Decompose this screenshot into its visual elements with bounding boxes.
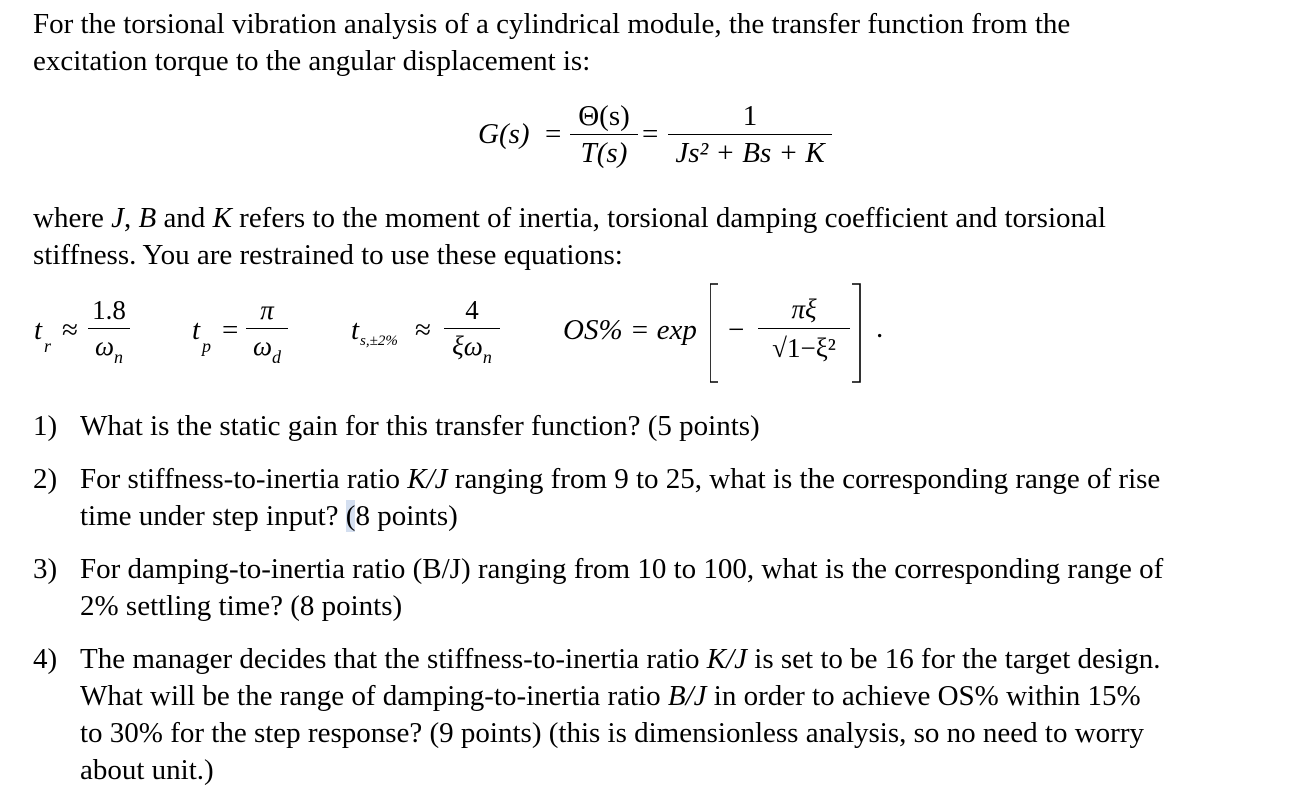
os-minus: − — [728, 314, 745, 346]
intro-paragraph — [33, 6, 1293, 80]
question-1-text: What is the static gain for this transfer function? (5 points) — [80, 410, 760, 442]
var-B: B — [138, 202, 157, 234]
os-num: πξ — [791, 294, 817, 324]
text-selection-cursor[interactable]: ( — [345, 500, 356, 532]
ts-sub: s,±2% — [360, 333, 398, 349]
where-line-2: stiffness. You are restrained to use these equations: — [33, 239, 623, 271]
os-fraction — [758, 290, 850, 367]
question-4-line-3: to 30% for the step response? (9 points) (this is dimensionless analysis, so no need to worry — [80, 717, 1144, 749]
ts-den-xiomega: ξω — [452, 331, 483, 361]
question-4-number: 4) — [33, 643, 58, 675]
q4-bj: B/J — [667, 680, 707, 712]
ts-num: 4 — [465, 295, 479, 325]
tf-equals-2: = — [642, 118, 659, 150]
tf-fraction-2 — [668, 98, 832, 171]
question-3-number: 3) — [33, 553, 58, 585]
tp-var: t — [192, 314, 201, 346]
tr-den-omega: ω — [94, 331, 115, 361]
tp-num: π — [260, 295, 274, 325]
where-line-1: where J, B and K refers to the moment of inertia, torsional damping coefficient and torsional — [33, 202, 1106, 234]
tf-den-1: T(s) — [580, 137, 628, 169]
question-4-line-1: The manager decides that the stiffness-to-inertia ratio K/J is set to be 16 for the target design. — [80, 643, 1161, 675]
question-2-text — [80, 461, 1290, 535]
tf-num-1: Θ(s) — [578, 100, 630, 132]
os-lhs — [563, 314, 697, 347]
tr-var: t — [34, 314, 43, 346]
tf-fraction-1 — [570, 98, 638, 171]
q2-kj: K/J — [407, 463, 448, 495]
ts-approx: ≈ — [415, 314, 431, 346]
question-2-line-1: For stiffness-to-inertia ratio K/J ranging from 9 to 25, what is the corresponding range of rise — [80, 463, 1161, 495]
os-right-bracket — [852, 284, 860, 382]
tp-sub: p — [202, 336, 211, 356]
intro-line-2: excitation torque to the angular displacement is: — [33, 45, 591, 77]
question-3-line-2: 2% settling time? (8 points) — [80, 590, 403, 622]
intro-line-1: For the torsional vibration analysis of a cylindrical module, the transfer function from the — [33, 8, 1071, 40]
tp-equals: = — [222, 314, 239, 346]
q4-kj: K/J — [706, 643, 748, 675]
ts-fraction — [444, 293, 500, 367]
question-3-line-1: For damping-to-inertia ratio (B/J) ranging from 10 to 100, what is the corresponding range of — [80, 553, 1164, 585]
ts-var: t — [351, 314, 360, 346]
os-period: . — [876, 312, 884, 344]
tp-fraction — [246, 293, 288, 367]
question-2-number: 2) — [33, 463, 58, 495]
tr-den — [88, 329, 130, 367]
tr-den-sub: n — [114, 347, 124, 367]
tf-den-2: Js² + Bs + K — [675, 137, 825, 169]
question-4-text — [80, 641, 1290, 789]
tp-den-sub: d — [272, 347, 282, 367]
tr-sub: r — [44, 336, 52, 356]
tp-den-omega: ω — [252, 331, 273, 361]
tf-equals-1: = — [545, 118, 562, 150]
question-1-number: 1) — [33, 410, 58, 442]
ts-den — [444, 329, 500, 367]
tr-fraction — [88, 293, 130, 367]
question-4-line-4: about unit.) — [80, 754, 214, 786]
os-left-bracket — [710, 284, 718, 382]
var-K: K — [212, 202, 232, 234]
where-paragraph — [33, 200, 1293, 274]
ts-den-sub: n — [482, 347, 492, 367]
question-3-text — [80, 551, 1290, 625]
question-4-line-2: What will be the range of damping-to-inertia ratio B/J in order to achieve OS% within 15% — [80, 680, 1141, 712]
tr-num: 1.8 — [92, 295, 126, 325]
os-lhs-text: OS% = exp — [563, 314, 697, 346]
os-den: √1−ξ² — [772, 333, 836, 363]
var-J: J — [111, 202, 124, 234]
question-2-line-2[interactable]: time under step input? (8 points) — [80, 500, 458, 532]
tf-num-2: 1 — [742, 100, 758, 132]
tf-lhs: G(s) — [478, 118, 530, 150]
tr-approx: ≈ — [62, 314, 78, 346]
tp-den — [246, 329, 288, 367]
